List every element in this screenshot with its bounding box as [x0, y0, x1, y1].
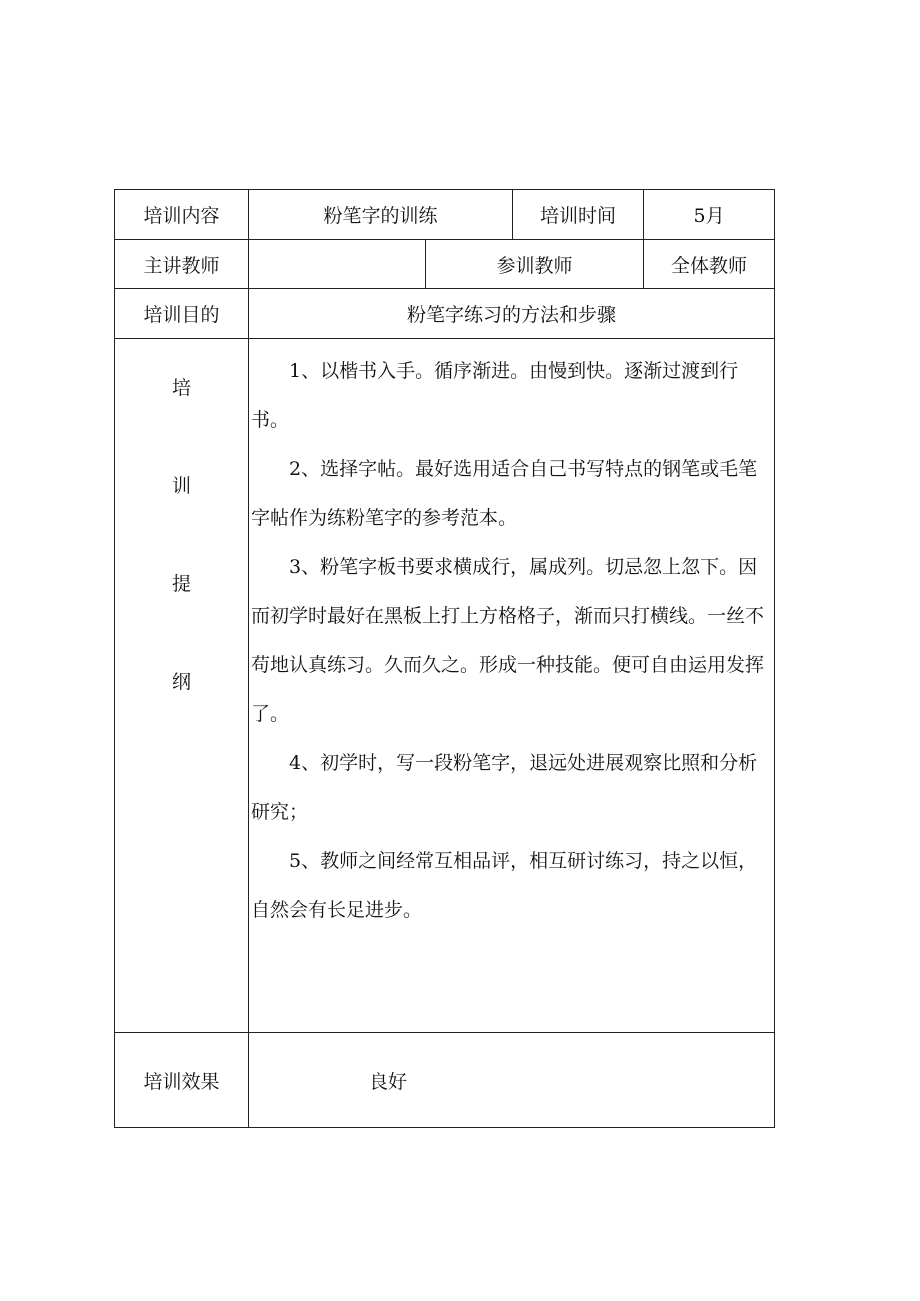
- training-content-label: 培训内容: [115, 190, 249, 240]
- training-time-value: 5月: [644, 190, 775, 240]
- outline-paragraph: 3、粉笔字板书要求横成行，属成列。切忌忽上忽下。因而初学时最好在黑板上打上方格格子，渐而只打横线。一丝不苟地认真练习。久而久之。形成一种技能。便可自由运用发挥了。: [251, 556, 765, 725]
- lecturer-value: [249, 240, 426, 289]
- training-purpose-value: 粉笔字练习的方法和步骤: [249, 289, 775, 339]
- training-effect-label: 培训效果: [115, 1033, 249, 1128]
- training-outline-content: [249, 339, 775, 1033]
- training-effect-value: 良好: [249, 1033, 775, 1128]
- row-content-time: [115, 190, 775, 240]
- row-outline: [115, 339, 775, 1033]
- participants-label: 参训教师: [426, 240, 644, 289]
- training-outline-label: [115, 339, 249, 1033]
- row-lecturer-participants: [115, 240, 775, 289]
- row-purpose: [115, 289, 775, 339]
- lecturer-label: 主讲教师: [115, 240, 249, 289]
- outline-label-char: 提: [171, 573, 191, 595]
- outline-label-char: 纲: [171, 671, 191, 693]
- participants-value: 全体教师: [644, 240, 775, 289]
- outline-paragraph: 5、教师之间经常互相品评，相互研讨练习，持之以恒，自然会有长足进步。: [251, 850, 758, 921]
- training-content-value: 粉笔字的训练: [249, 190, 513, 240]
- outline-paragraph: 1、以楷书入手。循序渐进。由慢到快。逐渐过渡到行书。: [251, 360, 739, 431]
- outline-paragraph: 2、选择字帖。最好选用适合自己书写特点的钢笔或毛笔字帖作为练粉笔字的参考范本。: [251, 458, 758, 529]
- training-record-table: [114, 189, 775, 1128]
- outline-paragraph: 4、初学时，写一段粉笔字，退远处进展观察比照和分析研究；: [251, 752, 758, 823]
- outline-label-char: 训: [171, 475, 191, 497]
- training-time-label: 培训时间: [513, 190, 644, 240]
- outline-label-char: 培: [171, 377, 191, 399]
- training-purpose-label: 培训目的: [115, 289, 249, 339]
- row-effect: [115, 1033, 775, 1128]
